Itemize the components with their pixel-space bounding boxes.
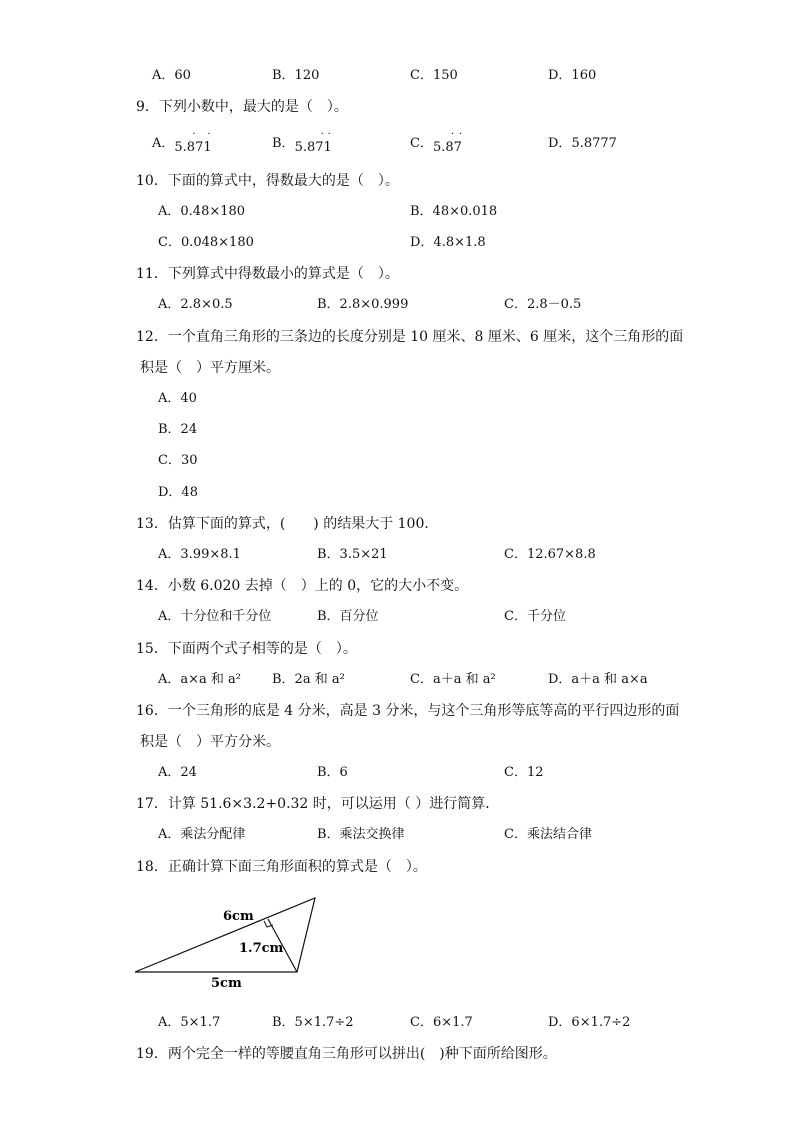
q18-option-b[interactable]: B．5×1.7÷2 xyxy=(272,1015,354,1030)
q10-option-b[interactable]: B．48×0.018 xyxy=(410,204,498,219)
question-10-stem: 10．下面的算式中，得数最大的是（ ）。 xyxy=(136,173,399,189)
question-19-stem: 19．两个完全一样的等腰直角三角形可以拼出( )种下面所给图形。 xyxy=(136,1046,557,1062)
q13-option-b[interactable]: B．3.5×21 xyxy=(317,547,388,562)
question-16-stem: 16．一个三角形的底是 4 分米，高是 3 分米，与这个三角形等底等高的平行四边形的面 xyxy=(136,703,680,719)
q10-option-c[interactable]: C．0.048×180 xyxy=(158,235,254,250)
q15-option-d[interactable]: D．a＋a 和 a×a xyxy=(548,672,648,687)
question-15-stem: 15．下面两个式子相等的是（ ）。 xyxy=(136,641,357,657)
q16-option-a[interactable]: A．24 xyxy=(158,765,197,780)
question-17-stem: 17．计算 51.6×3.2+0.32 时，可以运用（ ）进行简算． xyxy=(136,796,500,812)
q12-option-b[interactable]: B．24 xyxy=(158,422,198,437)
q11-option-c[interactable]: C．2.8－0.5 xyxy=(504,297,582,312)
option-c[interactable]: C．150 xyxy=(410,68,458,83)
question-16-stem-cont: 积是（ ）平方分米。 xyxy=(140,734,280,750)
q17-option-c[interactable]: C．乘法结合律 xyxy=(504,827,592,842)
q15-option-b[interactable]: B．2a 和 a² xyxy=(272,672,345,687)
q12-option-a[interactable]: A．40 xyxy=(158,391,197,406)
q17-option-b[interactable]: B．乘法交换律 xyxy=(317,827,405,842)
q10-option-a[interactable]: A．0.48×180 xyxy=(158,204,246,219)
decimal-value: 5.8777 xyxy=(571,136,617,151)
q14-option-c[interactable]: C．千分位 xyxy=(504,609,566,624)
question-14-stem: 14．小数 6.020 去掉（ ）上的 0，它的大小不变。 xyxy=(136,578,469,594)
height-label: 1.7cm xyxy=(239,941,284,956)
side-label: 6cm xyxy=(223,909,254,924)
q18-option-d[interactable]: D．6×1.7÷2 xyxy=(548,1015,631,1030)
question-11-stem: 11．下列算式中得数最小的算式是（ ）。 xyxy=(136,266,399,282)
question-9-stem: 9．下列小数中，最大的是（ ）。 xyxy=(136,99,348,115)
option-b[interactable]: B．120 xyxy=(272,68,320,83)
question-13-stem: 13．估算下面的算式，( ) 的结果大于 100． xyxy=(136,516,439,532)
repeat-dot: · xyxy=(450,129,455,140)
q16-option-c[interactable]: C．12 xyxy=(504,765,544,780)
decimal-value: 5.87 xyxy=(432,140,462,155)
q11-option-b[interactable]: B．2.8×0.999 xyxy=(317,297,409,312)
q16-option-b[interactable]: B．6 xyxy=(317,765,348,780)
option-label: D． xyxy=(548,136,572,151)
q15-option-c[interactable]: C．a＋a 和 a² xyxy=(410,672,496,687)
q10-option-d[interactable]: D．4.8×1.8 xyxy=(410,235,486,250)
option-label: A． xyxy=(152,136,175,151)
q13-option-c[interactable]: C．12.67×8.8 xyxy=(504,547,596,562)
q12-option-c[interactable]: C．30 xyxy=(158,453,198,468)
q14-option-b[interactable]: B．百分位 xyxy=(317,609,379,624)
question-12-stem-cont: 积是（ ）平方厘米。 xyxy=(140,360,280,376)
q15-option-a[interactable]: A．a×a 和 a² xyxy=(158,672,242,687)
base-label: 5cm xyxy=(211,976,242,991)
q13-option-a[interactable]: A．3.99×8.1 xyxy=(158,547,241,562)
option-label: B． xyxy=(272,136,295,151)
q14-option-a[interactable]: A．十分位和千分位 xyxy=(158,609,272,624)
q11-option-a[interactable]: A．2.8×0.5 xyxy=(158,297,233,312)
question-12-stem: 12．一个直角三角形的三条边的长度分别是 10 厘米、8 厘米、6 厘米，这个三角形的面 xyxy=(136,329,684,345)
repeat-dot: · xyxy=(327,129,331,140)
repeat-dot: · xyxy=(192,129,196,140)
q12-option-d[interactable]: D．48 xyxy=(158,485,198,500)
q17-option-a[interactable]: A．乘法分配律 xyxy=(158,827,246,842)
option-d[interactable]: D．160 xyxy=(548,68,597,83)
q18-option-a[interactable]: A．5×1.7 xyxy=(158,1015,221,1030)
option-label: C． xyxy=(410,136,433,151)
q18-option-c[interactable]: C．6×1.7 xyxy=(410,1015,473,1030)
option-a[interactable]: A．60 xyxy=(152,68,191,83)
repeat-dot: · xyxy=(207,129,211,140)
decimal-value: 5.871 xyxy=(174,140,212,155)
question-18-stem: 18．正确计算下面三角形面积的算式是（ ）。 xyxy=(136,859,427,875)
repeat-dot: · xyxy=(458,129,463,140)
decimal-value: 5.871 xyxy=(294,140,332,155)
repeat-dot: · xyxy=(320,129,324,140)
